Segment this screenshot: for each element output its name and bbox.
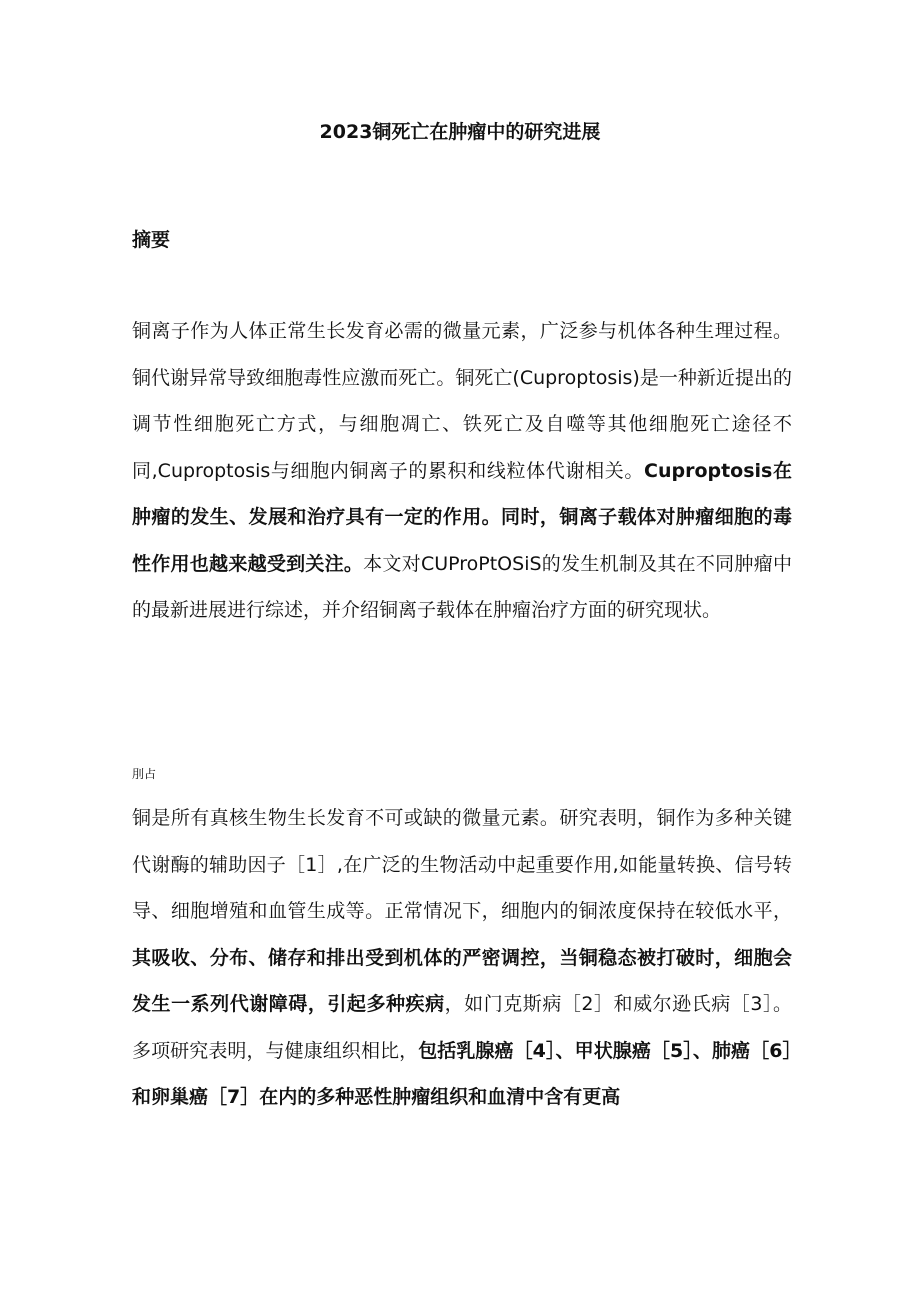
abstract-text-1: 铜离子作为人体正常生长发育必需的微量元素，广泛参与机体各种生理过程。铜代谢异常导致细胞毒性应激而死亡。铜死亡(Cuproptosis)是一种新近提出的调节性细胞死亡方式，与细胞凋亡、铁死亡及自噬等其他细胞死亡途径不同,Cuproptosis与细胞内铜离子的累积和线粒体代谢相关。 <box>132 320 792 482</box>
abstract-text-2-bold: Cuproptosis在肿瘤的发生、发展和治疗具有一定的作用。同时，铜离子载体对肿瘤细胞的毒性作用也越来越受到关注。 <box>132 459 792 575</box>
document-title: 2023铜死亡在肿瘤中的研究进展 <box>319 121 601 143</box>
intro-text-4-bold: 包括乳腺癌［4］、甲状腺癌［5］、肺癌［6］和卵巢癌［7］在内的多种恶性肿瘤组织和血清中含有更高 <box>132 1039 792 1108</box>
abstract-paragraph <box>132 308 792 634</box>
intro-label: 刖占 <box>132 767 157 781</box>
abstract-text-3: 本文对CUProPtOSiS的发生机制及其在不同肿瘤中的最新进展进行综述，并介绍铜离子载体在肿瘤治疗方面的研究现状。 <box>132 552 792 621</box>
abstract-heading: 摘要 <box>132 229 171 251</box>
intro-paragraph <box>132 795 792 1121</box>
intro-text-3: ，如门克斯病［2］和威尔逊氏病［3］。多项研究表明，与健康组织相比， <box>132 993 792 1062</box>
intro-text-2-bold: 其吸收、分布、储存和排出受到机体的严密调控，当铜稳态被打破时，细胞会发生一系列代谢障碍，引起多种疾病 <box>132 946 792 1015</box>
intro-text-1: 铜是所有真核生物生长发育不可或缺的微量元素。研究表明，铜作为多种关键代谢酶的辅助因子［1］,在广泛的生物活动中起重要作用,如能量转换、信号转导、细胞增殖和血管生成等。正常情况下，细胞内的铜浓度保持在较低水平， <box>132 807 792 922</box>
